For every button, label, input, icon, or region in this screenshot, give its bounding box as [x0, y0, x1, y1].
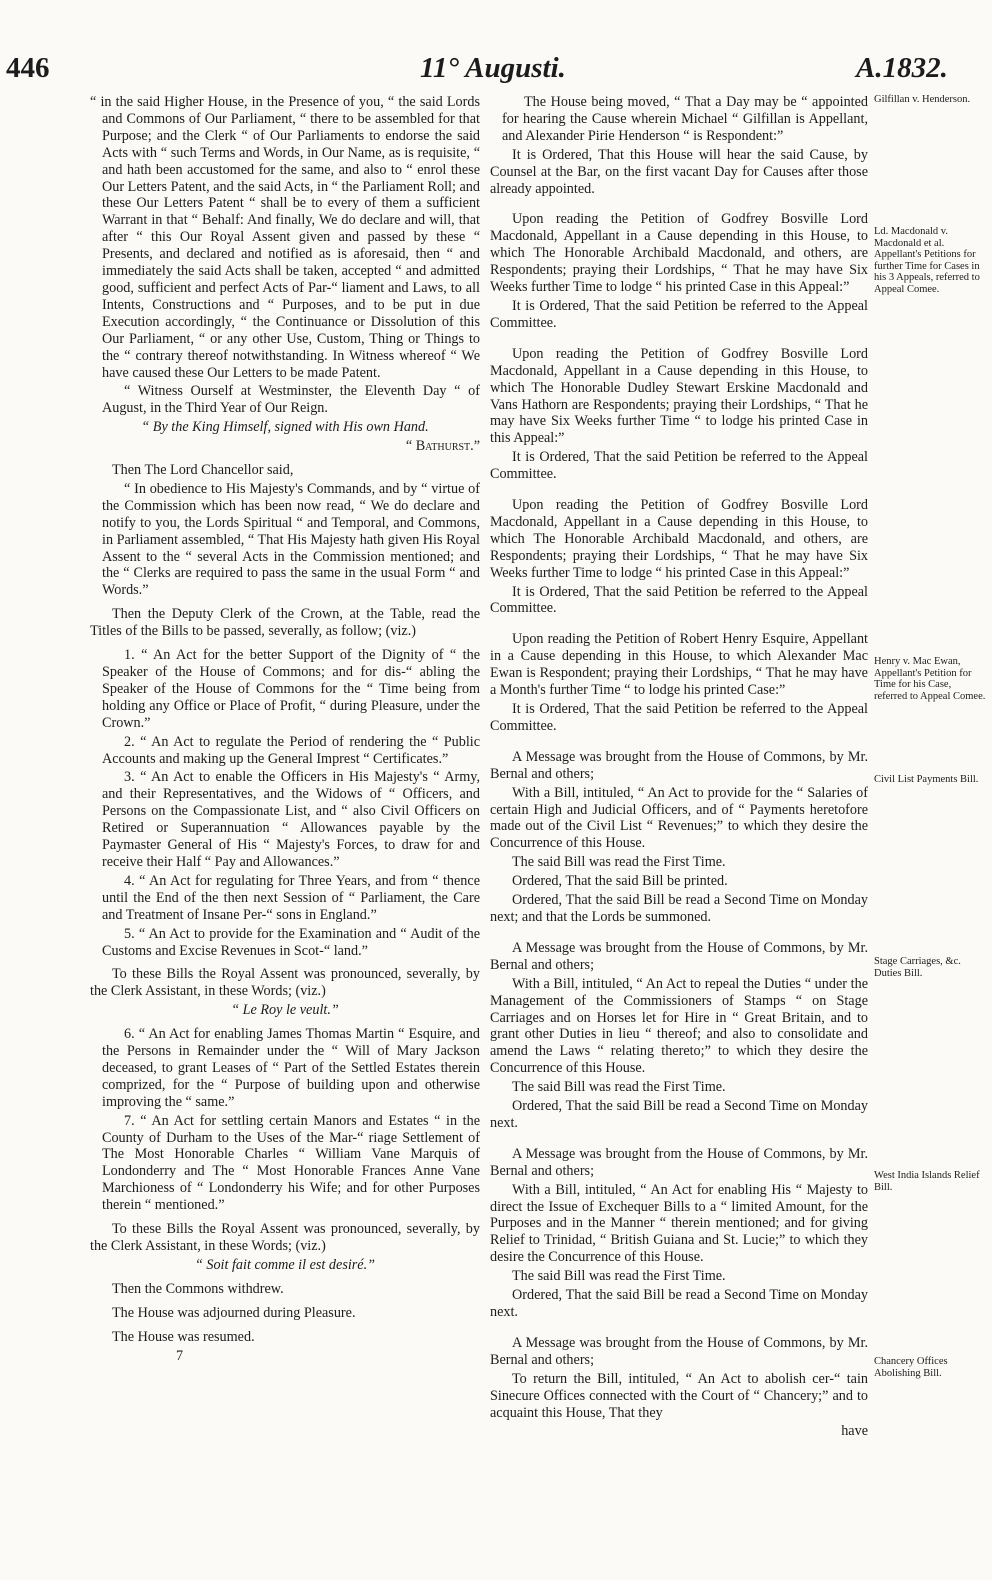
paragraph: To these Bills the Royal Assent was pronounced, severally, by the Clerk Assistant, in these Words; (viz.) [90, 1221, 480, 1254]
message: A Message was brought from the House of Commons, by Mr. Bernal and others; [490, 1334, 868, 1368]
bill-title: 4. “ An Act for regulating for Three Years, and from “ thence until the End of the then next Session of “ Parliament, the Care and Treatment of Insane Per-“ sons in England.” [102, 872, 480, 923]
paragraph: Upon reading the Petition of Godfrey Bosville Lord Macdonald, Appellant in a Cause depending in this House, to which The Honorable Dudley Stewart Erskine Macdonald and Vans Hathorn are Respondents; praying their Lordships, “ That he may have Six Weeks further Time “ to lodge his printed Case in this Appeal:” [490, 345, 868, 447]
chancellor-declaration: “ In obedience to His Majesty's Commands, and by “ virtue of the Commission which has been now read, “ We do declare and notify to you, the Lords Spiritual “ and Temporal, and Commons, in Parliament assembled, “ That His Majesty hath given His Royal Assent to the “ several Acts in the Commission mentioned; and the “ Clerks are required to pass the same in the usual Form “ and Words.” [102, 480, 480, 599]
page-number: 446 [6, 52, 50, 84]
paragraph: Upon reading the Petition of Robert Henry Esquire, Appellant in a Cause depending in this House, to which Alexander Mac Ewan is Respondent; praying their Lordships, “ That he may have a Month's further Time “ to lodge his printed Case:” [490, 631, 868, 699]
paragraph: The House was adjourned during Pleasure. [112, 1304, 356, 1321]
order: Ordered, That the said Bill be printed. [512, 873, 728, 890]
message: A Message was brought from the House of Commons, by Mr. Bernal and others; [490, 939, 868, 973]
bill-text: With a Bill, intituled, “ An Act for enabling His “ Majesty to direct the Issue of Exchequer Bills to a “ limited Amount, for the Purposes and in the Manner “ therein mentioned; and for giving Relief to Trinidad, “ British Guiana and St. Lucie;” to which they desire the Concurrence of this House. [490, 1181, 868, 1266]
bill-title: 3. “ An Act to enable the Officers in His Majesty's “ Army, and their Representatives, and the Widows of “ Officers, and Persons on the Compassionate List, and “ also Civil Officers on Retired or Superannuation “ Allowances payable by the Paymaster General of His “ Majesty's Forces, to draw for and receive their Half “ Pay and Allowances.” [102, 769, 480, 870]
order: The said Bill was read the First Time. [512, 1079, 726, 1096]
bill-title: 5. “ An Act to provide for the Examination and “ Audit of the Customs and Excise Revenues in Scot-“ land.” [102, 925, 480, 959]
paragraph: Then the Commons withdrew. [112, 1280, 284, 1297]
paragraph: Upon reading the Petition of Godfrey Bosville Lord Macdonald, Appellant in a Cause depending in this House, to which The Honorable Archibald Macdonald, and others, are Respondents; praying their Lordships, “ That he may have Six Weeks further Time to lodge “ his printed Case in this Appeal:” [490, 211, 868, 296]
message: A Message was brought from the House of Commons, by Mr. Bernal and others; [490, 1145, 868, 1179]
margin-note-west-india: West India Islands Relief Bill. [874, 1170, 980, 1193]
message: A Message was brought from the House of Commons, by Mr. Bernal and others; [490, 748, 868, 782]
page-header [0, 52, 992, 92]
left-column [90, 94, 480, 1366]
paragraph: The House was resumed. [112, 1328, 255, 1345]
order: It is Ordered, That the said Petition be referred to the Appeal Committee. [490, 701, 868, 734]
right-column [490, 94, 868, 1442]
paragraph: To these Bills the Royal Assent was pronounced, severally, by the Clerk Assistant, in these Words; (viz.) [90, 966, 480, 1000]
commission-text: “ in the said Higher House, in the Presence of you, “ the said Lords and Commons of Our Parliament, “ there to be assembled for that Purpose; and the Clerk “ of Our Parliaments to endorse the said Acts with “ such Terms and Words, in Our Name, as is requisite, “ and hath been accustomed for the same, and also to “ enrol these Our Letters Patent, and the said Acts, in “ the Parliament Roll; and these Our Letters Patent “ shall be to every of them a sufficient Warrant in that “ Behalf: And finally, We do declare and will, that after “ this Our Royal Assent given and passed by these “ Presents, and declared and notified as is aforesaid, then “ and immediately the said Acts shall be taken, accepted “ and admitted good, sufficient and perfect Acts of Par-“ liament and Laws, to all Intents, Constructions and “ Purposes, and to be put in due Execution accordingly, “ the Continuance or Dissolution of this Our Parliament, “ or any other Use, Custom, Thing or Things to the “ contrary thereof notwithstanding. In Witness whereof “ We have caused these Our Letters to be made Patent. [90, 94, 480, 381]
margin-note-chancery: Chancery Offices Abolishing Bill. [874, 1356, 948, 1379]
margin-note-henry: Henry v. Mac Ewan, Appellant's Petition for Time for his Case, referred to Appeal Comee. [874, 656, 986, 702]
bill-text: To return the Bill, intituled, “ An Act to abolish cer-“ tain Sinecure Offices connected with the Court of “ Chancery;” and to acquaint this House, That they [490, 1370, 868, 1421]
paragraph: The House being moved, “ That a Day may be “ appointed for hearing the Cause wherein Michael “ Gilfillan is Appellant, and Alexander Pirie Henderson “ is Respondent:” [502, 94, 868, 144]
margin-note-gilfillan: Gilfillan v. Henderson. [874, 94, 971, 105]
running-title: 11° Augusti. [420, 52, 566, 84]
catchword: have [841, 1423, 868, 1440]
order: It is Ordered, That the said Petition be referred to the Appeal Committee. [490, 297, 868, 331]
margin-note-civil-list: Civil List Payments Bill. [874, 774, 979, 785]
king-signature-line: “ By the King Himself, signed with His own Hand. [141, 419, 429, 436]
order: Ordered, That the said Bill be read a Second Time on Monday next. [490, 1098, 868, 1131]
bill-text: With a Bill, intituled, “ An Act to provide for the “ Salaries of certain High and Judicial Officers, and of “ Payments heretofore made out of the Civil List “ Revenues;” to which they desire the Concurrence of this House. [490, 784, 868, 852]
royal-assent-formula: “ Le Roy le veult.” [231, 1002, 339, 1019]
paragraph: Upon reading the Petition of Godfrey Bosville Lord Macdonald, Appellant in a Cause depending in this House, to which The Honorable Archibald Macdonald, and others, are Respondents; praying their Lordships, “ That he may have Six Weeks further Time to lodge “ his printed Case in this Appeal:” [490, 497, 868, 581]
margin-note-stage-carriages: Stage Carriages, &c. Duties Bill. [874, 956, 961, 979]
royal-assent-formula: “ Soit fait comme il est desiré.” [194, 1256, 376, 1273]
bill-title: 6. “ An Act for enabling James Thomas Martin “ Esquire, and the Persons in Remainder under the “ Will of Mary Jackson deceased, to grant Leases of “ Part of the Settled Estates therein comprized, for the “ Purpose of building upon and otherwise improving the “ same.” [102, 1026, 480, 1110]
bill-title: 2. “ An Act to regulate the Period of rendering the “ Public Accounts and making up the General Imprest “ Certificates.” [102, 733, 480, 767]
margin-note-macdonald: Ld. Macdonald v. Macdonald et al. Appellant's Petitions for further Time for Cases in his 3 Appeals, referred to Appeal Comee. [874, 226, 980, 295]
order: The said Bill was read the First Time. [512, 1268, 726, 1285]
order: It is Ordered, That the said Petition be referred to the Appeal Committee. [490, 583, 868, 617]
witness-clause: “ Witness Ourself at Westminster, the Eleventh Day “ of August, in the Third Year of Our Reign. [102, 383, 480, 417]
paragraph: Then the Deputy Clerk of the Crown, at the Table, read the Titles of the Bills to be passed, severally, as follow; (viz.) [90, 606, 480, 640]
page-year: A.1832. [856, 52, 948, 84]
bathurst-signature: “ Bathurst.” [405, 438, 480, 455]
order: The said Bill was read the First Time. [512, 854, 726, 871]
order: Ordered, That the said Bill be read a Second Time on Monday next; and that the Lords be summoned. [490, 892, 868, 925]
order: Ordered, That the said Bill be read a Second Time on Monday next. [490, 1287, 868, 1320]
order: It is Ordered, That this House will hear the said Cause, by Counsel at the Bar, on the first vacant Day for Causes after those already appointed. [490, 146, 868, 197]
order: It is Ordered, That the said Petition be referred to the Appeal Committee. [490, 449, 868, 483]
bill-text: With a Bill, intituled, “ An Act to repeal the Duties “ under the Management of the Commissioners of Stamps “ on Stage Carriages and on Horses let for Hire in “ Great Britain, and to grant other Duties in lieu “ thereof; and also to consolidate and amend the Laws “ relating thereto;” to which they desire the Concurrence of this House. [490, 975, 868, 1077]
signature-mark: 7 [176, 1347, 184, 1364]
bill-title: 7. “ An Act for settling certain Manors and Estates “ in the County of Durham to the Uses of the Mar-“ riage Settlement of The Most Honorable Charles “ William Vane Marquis of Londonderry and The “ Most Honorable Frances Anne Vane Marchioness of “ Londonderry his Wife; and for other Purposes therein “ mentioned.” [102, 1112, 480, 1214]
paragraph: Then The Lord Chancellor said, [112, 462, 294, 479]
bill-title: 1. “ An Act for the better Support of the Dignity of “ the Speaker of the House of Commons; and for dis-“ abling the Speaker of the House of Commons for the “ Time being from holding any Office or Place of Profit, “ during Pleasure, under the Crown.” [102, 647, 480, 731]
